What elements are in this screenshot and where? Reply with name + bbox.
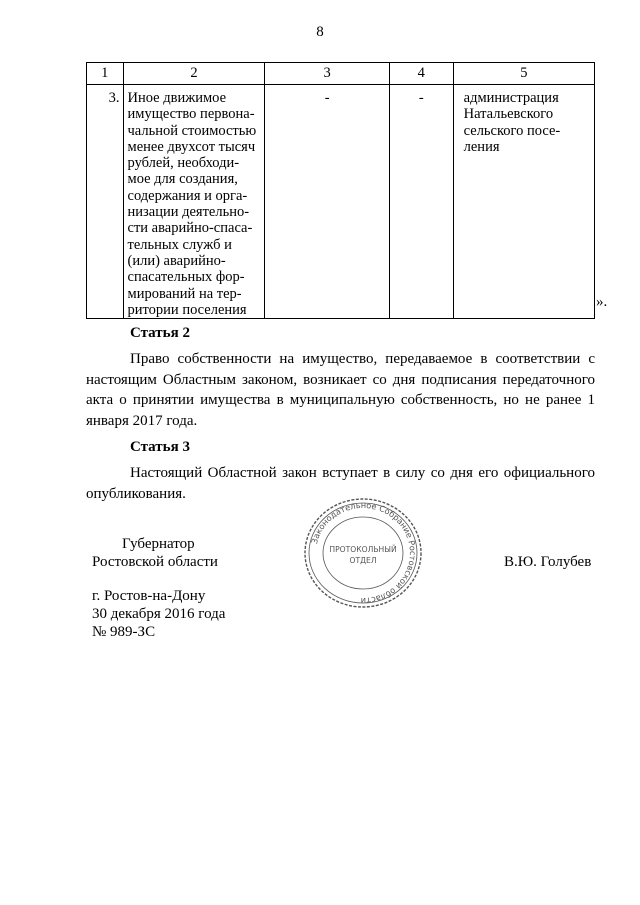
property-description (123, 85, 265, 319)
article-3-title: Статья 3 (130, 439, 190, 455)
law-number: № 989-ЗС (92, 624, 156, 640)
description-line: Иное движимое (127, 90, 227, 106)
owner-line: администрация (463, 90, 559, 106)
signatory-position-line2: Ростовской области (92, 554, 218, 570)
column-4-value: - (389, 85, 453, 319)
description-line: спасательных фор- (127, 269, 245, 286)
owner-line: сельского посе- (463, 122, 561, 139)
description-line: мирований на тер- (127, 285, 242, 302)
description-line: чальной стоимостью (127, 122, 257, 139)
stamp-center-line1: ПРОТОКОЛЬНЫЙ (329, 545, 397, 554)
owner-line: ления (463, 138, 500, 155)
signing-city: г. Ростов-на-Дону (92, 588, 206, 604)
page-number: 8 (316, 24, 324, 40)
signatory-name: В.Ю. Голубев (504, 554, 592, 570)
table-row (87, 85, 595, 319)
description-line: ритории поселения (127, 301, 247, 318)
description-line: тельных служб и (127, 236, 232, 253)
stamp-center-line2: ОТДЕЛ (349, 556, 377, 565)
owner-line: Натальевского (463, 106, 554, 123)
row-number: 3. (87, 85, 124, 319)
description-line: низации деятельно- (127, 204, 250, 221)
article-3-text: Настоящий Областной закон вступает в силу со дня его официального опубликования. (86, 465, 595, 502)
description-line: имущество первона- (127, 106, 255, 123)
signatory-position-line1: Губернатор (122, 536, 195, 552)
table-header-cell: 4 (389, 63, 453, 85)
column-3-value: - (265, 85, 389, 319)
table-header-cell: 1 (87, 63, 124, 85)
property-table (86, 62, 595, 319)
table-header-row (87, 63, 595, 85)
description-line: (или) аварийно- (127, 252, 226, 269)
article-2-text: Право собственности на имущество, передаваемое в соответствии с настоящим Областным законом, возникает со дня подписания передаточного акта о принятии имущества в муниципальную собственность, но не ранее 1 января 2017 года. (86, 351, 595, 429)
description-line: содержания и орга- (127, 187, 248, 204)
signing-date: 30 декабря 2016 года (92, 606, 226, 622)
table-header-cell: 3 (265, 63, 389, 85)
table-header-cell: 2 (123, 63, 265, 85)
description-line: менее двухсот тысяч (127, 138, 256, 155)
closing-quote: ». (596, 294, 608, 310)
description-line: мое для создания, (127, 171, 238, 188)
description-line: сти аварийно-спаса- (127, 220, 253, 237)
recipient-owner (453, 85, 594, 319)
table-header-cell: 5 (453, 63, 594, 85)
description-line: рублей, необходи- (127, 155, 240, 172)
official-stamp (303, 497, 423, 609)
article-2-title: Статья 2 (130, 325, 190, 341)
stamp-ring-text: Законодательное Собрание Ростовской области (309, 499, 419, 607)
